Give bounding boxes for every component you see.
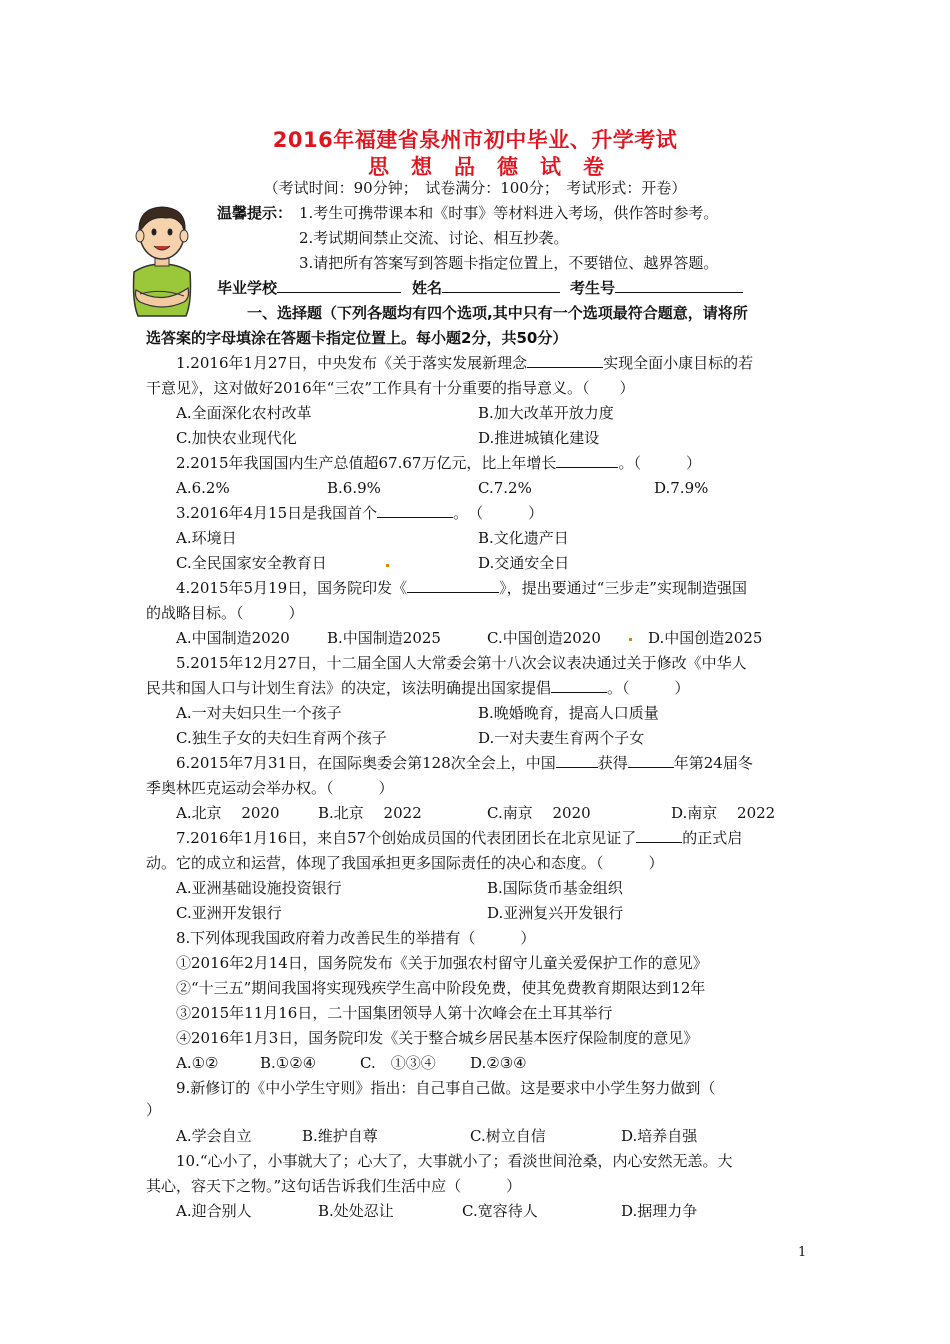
tip-item-1: 1.考生可携带课本和《时事》等材料进入考场，供作答时参考。 (299, 204, 719, 222)
q2-stem: 2.2015年我国国内生产总值超67.67万亿元，比上年增长 。（ ） (176, 454, 701, 472)
name-blank[interactable] (442, 278, 560, 293)
q8-option-b: B.①②④ (260, 1054, 317, 1072)
q7-blank (636, 828, 682, 843)
name-field (412, 278, 560, 298)
q7-option-b: B.国际货币基金组织 (487, 879, 623, 897)
q5-stem-line2: 民共和国人口与计划生育法》的决定，该法明确提出国家提倡 。（ ） (146, 679, 690, 697)
id-label: 考生号 (570, 279, 616, 297)
q9-option-b: B.维护自尊 (302, 1127, 378, 1145)
q4-option-d: D.中国创造2025 (648, 629, 763, 647)
q3-option-a: A.环境日 (176, 529, 237, 547)
q1-option-b: B.加大改革开放力度 (478, 404, 614, 422)
q8-option-c: C. ①③④ (360, 1054, 436, 1072)
q9-option-a: A.学会自立 (176, 1127, 252, 1145)
q10-option-a: A.迎合别人 (176, 1202, 252, 1220)
tip-item-2: 2.考试期间禁止交流、讨论、相互抄袭。 (299, 229, 569, 247)
q4-option-c: C.中国创造2020 (487, 629, 601, 647)
q10-stem-line1: 10.“心小了，小事就大了；心大了，大事就小了；看淡世间沧桑，内心安然无恙。大 (176, 1152, 733, 1170)
q6-option-d: D.南京 2022 (671, 804, 776, 822)
q8-item-4: ④2016年1月3日，国务院印发《关于整合城乡居民基本医疗保险制度的意见》 (176, 1029, 699, 1047)
q3-stem: 3.2016年4月15日是我国首个 。 （ ） (176, 504, 544, 522)
q8-item-1: ①2016年2月14日，国务院发布《关于加强农村留守儿童关爱保护工作的意见》 (176, 954, 708, 972)
q4-stem-line2: 的战略目标。（ ） (146, 604, 304, 622)
q7-option-a: A.亚洲基础设施投资银行 (176, 879, 342, 897)
q8-option-a: A.①② (176, 1054, 219, 1072)
q8-stem: 8.下列体现我国政府着力改善民生的举措有（ ） (176, 929, 536, 947)
exam-info: （考试时间：90分钟； 试卷满分：100分； 考试形式：开卷） (263, 179, 687, 197)
exam-title: 2016年福建省泉州市初中毕业、升学考试 (272, 128, 678, 152)
exam-subtitle: 思想品德试卷 (368, 155, 626, 179)
id-blank[interactable] (615, 278, 743, 293)
q5-option-a: A.一对夫妇只生一个孩子 (176, 704, 342, 722)
cartoon-boy-illustration (126, 202, 198, 320)
q5-option-c: C.独生子女的夫妇生育两个孩子 (176, 729, 387, 747)
q9-stem-line1: 9.新修订的《中小学生守则》指出：自己事自己做。这是要求中小学生努力做到（ (176, 1079, 716, 1097)
q1-stem-line1: 1.2016年1月27日，中央发布《关于落实发展新理念 实现全面小康目标的若 (176, 354, 754, 372)
q7-stem-line2: 动。它的成立和运营，体现了我国承担更多国际责任的决心和态度。（ ） (146, 854, 664, 872)
q7-stem-line1: 7.2016年1月16日，来自57个创始成员国的代表团团长在北京见证了 的正式启 (176, 829, 743, 847)
q4-blank (407, 578, 499, 593)
q1-blank (527, 353, 603, 368)
q9-option-c: C.树立自信 (470, 1127, 546, 1145)
id-field (570, 278, 743, 298)
q5-option-b: B.晚婚晚育，提高人口质量 (478, 704, 659, 722)
school-field (217, 278, 401, 298)
q2-option-d: D.7.9% (654, 479, 709, 497)
q2-blank (556, 453, 618, 468)
stray-dot-mark (386, 564, 389, 567)
q6-blank-1 (556, 753, 598, 768)
q3-option-c: C.全民国家安全教育日 (176, 554, 327, 572)
q3-blank (377, 503, 453, 518)
page-number: 1 (798, 1245, 807, 1260)
q6-option-b: B.北京 2022 (318, 804, 422, 822)
q1-option-c: C.加快农业现代化 (176, 429, 297, 447)
q6-option-a: A.北京 2020 (176, 804, 280, 822)
tip-item-3: 3.请把所有答案写到答题卡指定位置上，不要错位、越界答题。 (299, 254, 719, 272)
q2-option-a: A.6.2% (176, 479, 230, 497)
q1-option-d: D.推进城镇化建设 (478, 429, 600, 447)
q2-option-b: B.6.9% (327, 479, 381, 497)
q1-stem-line2: 干意见》，这对做好2016年“三农”工作具有十分重要的指导意义。（ ） (146, 379, 635, 397)
q10-option-c: C.宽容待人 (462, 1202, 538, 1220)
q10-option-d: D.据理力争 (621, 1202, 698, 1220)
q9-stem-line2: ） (146, 1101, 162, 1119)
tips-label: 温馨提示： (217, 204, 293, 222)
q8-option-d: D.②③④ (470, 1054, 527, 1072)
stray-dot-mark (629, 638, 632, 641)
q1-option-a: A.全面深化农村改革 (176, 404, 312, 422)
q5-stem-line1: 5.2015年12月27日，十二届全国人大常委会第十八次会议表决通过关于修改《中华人 (176, 654, 747, 672)
q4-option-a: A.中国制造2020 (176, 629, 290, 647)
q8-item-2: ②“十三五”期间我国将实现残疾学生高中阶段免费，使其免费教育期限达到12年 (176, 979, 706, 997)
q10-stem-line2: 其心，容天下之物。”这句话告诉我们生活中应（ ） (146, 1177, 522, 1195)
q5-blank (551, 678, 607, 693)
q4-option-b: B.中国制造2025 (327, 629, 441, 647)
q6-stem-line2: 季奥林匹克运动会举办权。（ ） (146, 779, 394, 797)
q3-option-d: D.交通安全日 (478, 554, 570, 572)
q10-option-b: B.处处忍让 (318, 1202, 394, 1220)
section1-heading-line1: 一、选择题（下列各题均有四个选项,其中只有一个选项最符合题意，请将所 (247, 304, 748, 322)
q5-option-d: D.一对夫妻生育两个子女 (478, 729, 645, 747)
q7-option-d: D.亚洲复兴开发银行 (487, 904, 624, 922)
name-label: 姓名 (412, 279, 443, 297)
q7-option-c: C.亚洲开发银行 (176, 904, 282, 922)
q6-stem-line1: 6.2015年7月31日，在国际奥委会第128次全会上，中国 获得 年第24届冬 (176, 754, 753, 772)
section1-heading-line2: 选答案的字母填涂在答题卡指定位置上。每小题2分，共50分） (146, 329, 568, 347)
q6-option-c: C.南京 2020 (487, 804, 591, 822)
school-blank[interactable] (277, 278, 401, 293)
q8-item-3: ③2015年11月16日，二十国集团领导人第十次峰会在土耳其举行 (176, 1004, 613, 1022)
q6-blank-2 (628, 753, 674, 768)
q9-option-d: D.培养自强 (621, 1127, 698, 1145)
school-label: 毕业学校 (217, 279, 278, 297)
q4-stem-line1: 4.2015年5月19日，国务院印发《 》，提出要通过“三步走”实现制造强国 (176, 579, 747, 597)
q2-option-c: C.7.2% (478, 479, 532, 497)
q3-option-b: B.文化遗产日 (478, 529, 569, 547)
